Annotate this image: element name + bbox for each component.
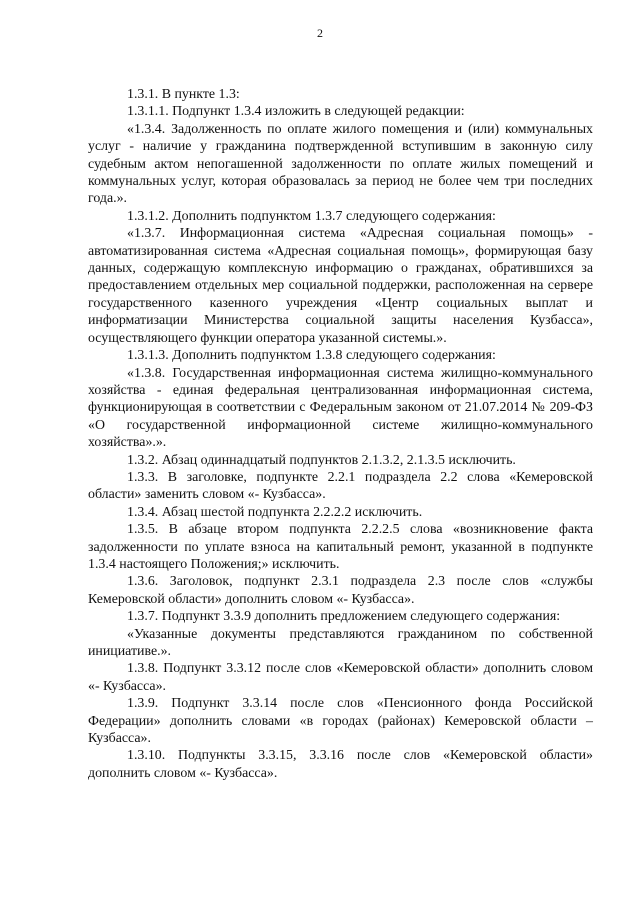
paragraph: 1.3.6. Заголовок, подпункт 2.3.1 подраздела 2.3 после слов «службы Кемеровской области» дополнить словом «- Кузбасса». bbox=[88, 574, 593, 607]
paragraph: 1.3.1. В пункте 1.3: bbox=[127, 87, 240, 102]
document-body bbox=[88, 86, 593, 782]
paragraph: 1.3.1.2. Дополнить подпунктом 1.3.7 следующего содержания: bbox=[127, 208, 496, 224]
paragraph: «Указанные документы представляются гражданином по собственной инициативе.». bbox=[88, 626, 593, 659]
paragraph: 1.3.8. Подпункт 3.3.12 после слов «Кемеровской области» дополнить словом «- Кузбасса». bbox=[88, 661, 593, 694]
paragraph: 1.3.2. Абзац одиннадцатый подпунктов 2.1.3.2, 2.1.3.5 исключить. bbox=[127, 452, 516, 468]
paragraph: «1.3.4. Задолженность по оплате жилого помещения и (или) коммунальных услуг - наличие у гражданина подтвержденной вступившим в законную силу судебным актом непогашенной задолженности по оплате жилых помещений и коммунальных услуг, которая образовалась за период не более чем три последних года.». bbox=[88, 121, 593, 207]
paragraph: «1.3.8. Государственная информационная система жилищно-коммунального хозяйства - единая федеральная централизованная информационная система, функционирующая в соответствии с Федеральным законом от 21.07.2014 № 209-ФЗ «О государственной информационной системе жилищно-коммунального хозяйства».». bbox=[88, 365, 593, 451]
paragraph: 1.3.10. Подпункты 3.3.15, 3.3.16 после слов «Кемеровской области» дополнить словом «- Кузбасса». bbox=[88, 748, 593, 781]
paragraph: «1.3.7. Информационная система «Адресная социальная помощь» - автоматизированная система «Адресная социальная помощь», формирующая базу данных, содержащую комплексную информацию о гражданах, обратившихся за предоставлением отдельных мер социальной поддержки, расположенная на сервере государственного казенного учреждения «Центр социальных выплат и информатизации Министерства социальной защиты населения Кузбасса», осуществляющего функции оператора указанной системы.». bbox=[88, 226, 593, 346]
paragraph: 1.3.7. Подпункт 3.3.9 дополнить предложением следующего содержания: bbox=[127, 609, 561, 625]
paragraph: 1.3.9. Подпункт 3.3.14 после слов «Пенсионного фонда Российской Федерации» дополнить словами «в городах (районах) Кемеровской области – Кузбасса». bbox=[88, 696, 593, 747]
paragraph: 1.3.1.1. Подпункт 1.3.4 изложить в следующей редакции: bbox=[127, 104, 465, 120]
paragraph: 1.3.5. В абзаце втором подпункта 2.2.2.5 слова «возникновение факта задолженности по уплате взноса на капитальный ремонт, указанной в подпункте 1.3.4 настоящего Положения;» исключить. bbox=[88, 522, 593, 572]
paragraph: 1.3.3. В заголовке, подпункте 2.2.1 подраздела 2.2 слова «Кемеровской области» заменить словом «- Кузбасса». bbox=[88, 469, 593, 503]
paragraph: 1.3.4. Абзац шестой подпункта 2.2.2.2 исключить. bbox=[127, 504, 423, 520]
paragraph: 1.3.1.3. Дополнить подпунктом 1.3.8 следующего содержания: bbox=[127, 348, 496, 364]
page-number: 2 bbox=[317, 26, 323, 40]
